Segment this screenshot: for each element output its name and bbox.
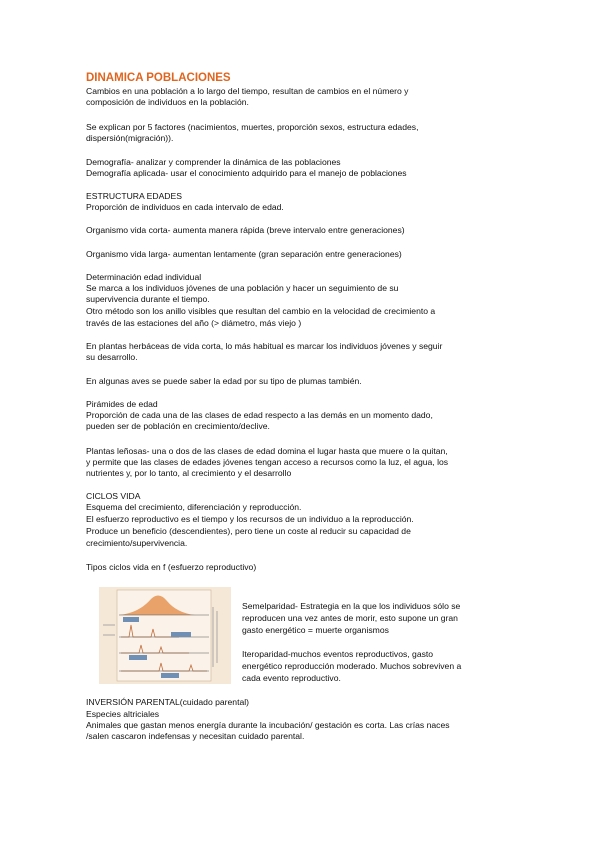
life-cycle-figure (99, 587, 231, 684)
text-line: En algunas aves se puede saber la edad por su tipo de plumas también. (86, 376, 362, 386)
text-line: dispersión(migración)). (86, 133, 174, 143)
text-line: El esfuerzo reproductivo es el tiempo y los recursos de un individuo a la reproducción. (86, 514, 414, 524)
figure-caption-line: energético reproducción moderado. Muchos sobreviven a (242, 661, 462, 671)
text-line: Se marca a los individuos jóvenes de una población y hacer un seguimiento de su (86, 283, 399, 293)
text-line: Proporción de individuos en cada intervalo de edad. (86, 202, 284, 212)
figure-caption-line: reproducen una vez antes de morir, esto supone un gran (242, 613, 458, 623)
text-line: nutrientes y, por lo tanto, al crecimiento y el desarrollo (86, 468, 292, 478)
text-line: Se explican por 5 factores (nacimientos, muertes, proporción sexos, estructura edades, (86, 122, 419, 132)
text-line: crecimiento/supervivencia. (86, 538, 188, 548)
figure-caption-line: Semelparidad- Estrategia en la que los individuos sólo se (242, 601, 461, 611)
text-line: Plantas leñosas- una o dos de las clases de edad domina el lugar hasta que muere o la quitan, (86, 446, 448, 456)
text-line: Demografía- analizar y comprender la dinámica de las poblaciones (86, 157, 341, 167)
text-line: Esquema del crecimiento, diferenciación y reproducción. (86, 502, 302, 512)
figure-caption-line: cada evento reproductivo. (242, 673, 341, 683)
text-line: Animales que gastan menos energía durante la incubación/ gestación es corta. Las crías naces (86, 720, 450, 730)
figure-caption-line: Iteroparidad-muchos eventos reproductivos, gasto (242, 649, 434, 659)
text-line: Cambios en una población a lo largo del tiempo, resultan de cambios en el número y (86, 86, 409, 96)
text-line: y permite que las clases de edades jóvenes tengan acceso a recursos como la luz, el agua, los (86, 457, 449, 467)
text-line: través de las estaciones del año (> diámetro, más viejo ) (86, 318, 302, 328)
text-line: Demografía aplicada- usar el conocimiento adquirido para el manejo de poblaciones (86, 168, 407, 178)
text-line: Tipos ciclos vida en f (esfuerzo reproductivo) (86, 562, 257, 572)
text-line: Organismo vida larga- aumentan lentamente (gran separación entre generaciones) (86, 249, 402, 259)
section-heading: CICLOS VIDA (86, 491, 141, 501)
text-line: Proporción de cada una de las clases de edad respecto a las demás en un momento dado, (86, 410, 433, 420)
text-line: Otro método son los anillo visibles que resultan del cambio en la velocidad de crecimiento a (86, 306, 436, 316)
section-heading: ESTRUCTURA EDADES (86, 191, 182, 201)
text-line: pueden ser de población en crecimiento/declive. (86, 421, 270, 431)
text-line: Produce un beneficio (descendientes), pero tiene un coste al reducir su capacidad de (86, 526, 411, 536)
text-line: su desarrollo. (86, 352, 138, 362)
text-line: Especies altriciales (86, 709, 160, 719)
section-heading: Pirámides de edad (86, 399, 158, 409)
text-line: Organismo vida corta- aumenta manera rápida (breve intervalo entre generaciones) (86, 225, 405, 235)
section-heading: Determinación edad individual (86, 272, 202, 282)
figure-caption-line: gasto energético = muerte organismos (242, 625, 389, 635)
page-title: DINAMICA POBLACIONES (86, 72, 231, 84)
text-line: supervivencia durante el tiempo. (86, 294, 210, 304)
section-heading: INVERSIÓN PARENTAL(cuidado parental) (86, 697, 250, 707)
text-line: En plantas herbáceas de vida corta, lo más habitual es marcar los individuos jóvenes y seguir (86, 341, 443, 351)
text-line: /salen cascaron indefensas y necesitan cuidado parental. (86, 731, 305, 741)
text-line: composición de individuos en la población. (86, 97, 249, 107)
